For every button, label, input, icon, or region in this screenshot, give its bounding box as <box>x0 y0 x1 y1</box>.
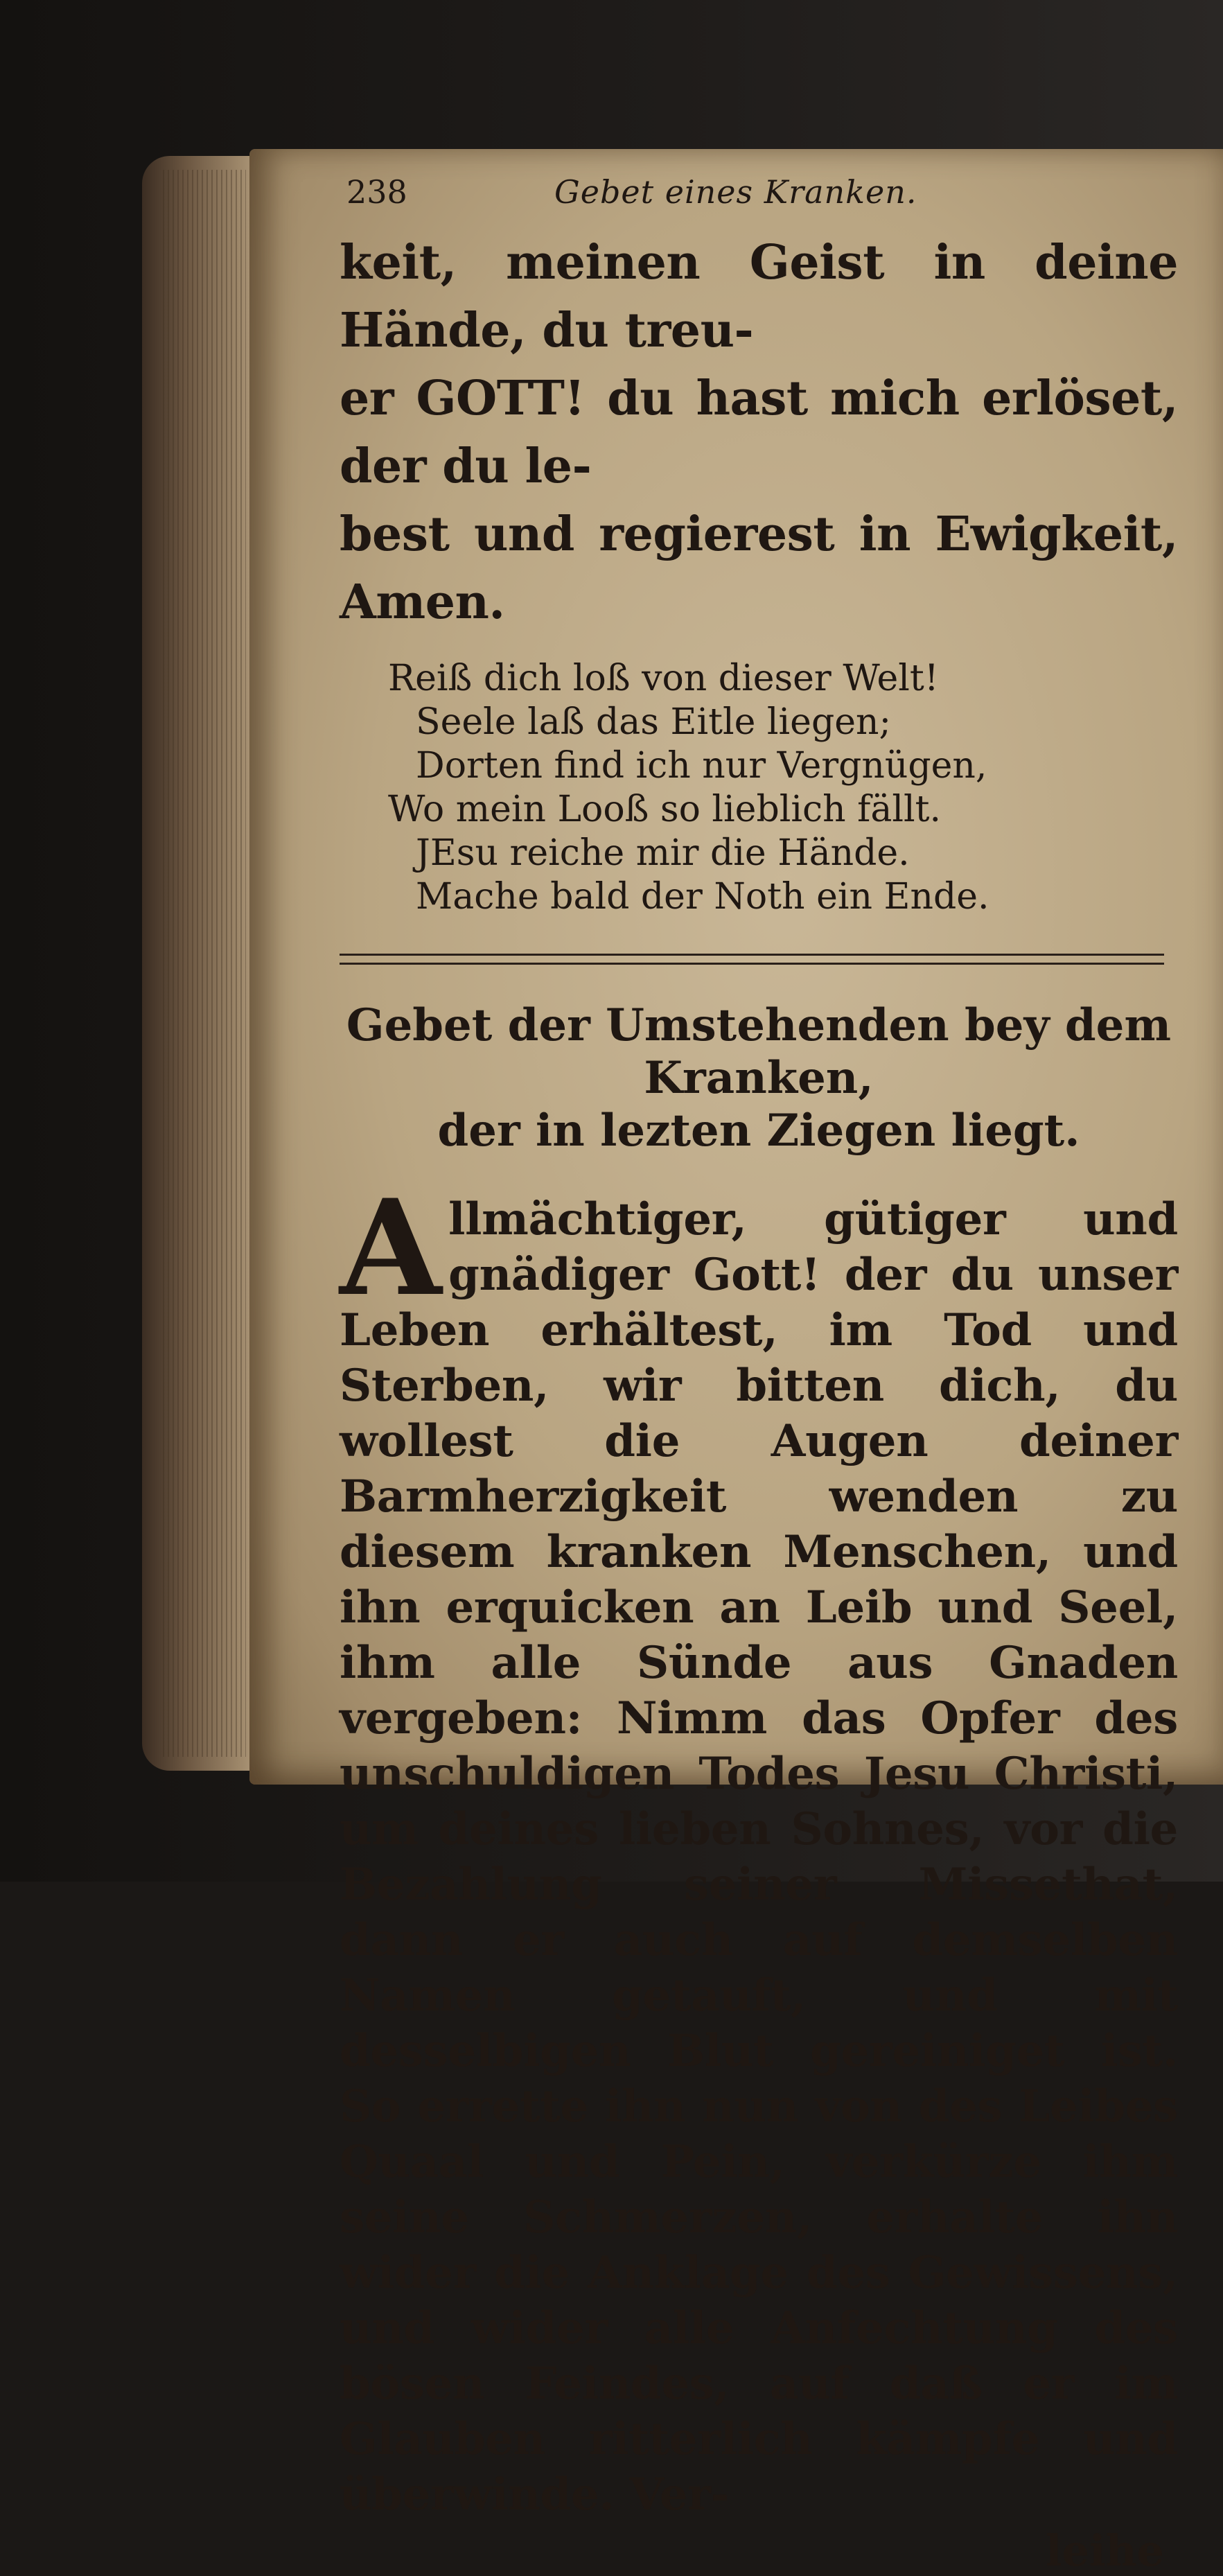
page-number: 238 <box>346 173 407 211</box>
verse-line: Wo mein Looß so lieblich fällt. <box>388 789 942 830</box>
section-divider <box>340 954 1164 965</box>
prayer-line: best und regierest in Ewigkeit, Amen. <box>340 507 1178 630</box>
verse-line: Dorten find ich nur Vergnügen, <box>416 745 987 787</box>
prayer-ending <box>340 229 1178 636</box>
verse-line: JEsu reiche mir die Hände. <box>416 832 910 874</box>
running-head <box>340 173 1178 229</box>
drop-cap: A <box>340 1171 442 1325</box>
prayer-body <box>340 1171 1178 2523</box>
prayer-line: keit, meinen Geist in deine Hände, du treu- <box>340 235 1178 358</box>
catchword: leihe <box>1045 2525 1164 2576</box>
page-content <box>340 173 1178 2576</box>
heading-line: Gebet der Umstehenden bey dem Kranken, <box>346 999 1172 1104</box>
book-page-edges <box>142 156 267 1771</box>
verse-line: Mache bald der Noth ein Ende. <box>416 876 989 918</box>
heading-line: der in lezten Ziegen liegt. <box>437 1105 1080 1157</box>
running-title: Gebet eines Kranken. <box>554 173 917 211</box>
verse-stanza <box>340 657 1178 919</box>
prayer-body-text: llmächtiger, gütiger und gnädiger Gott! der du unser Leben erhältest, im Tod und Sterben, wir bitten dich, du wollest die Augen deiner Barmherzigkeit wenden zu diesem kranken Menschen, und ihn erquicken an Leib und Seel, ihm alle Sünde aus Gnaden vergeben: Nimm das Opfer des unschuldigen Todes Jesu Christi, um deines lieben Sohnes, vor die Bezahlung seiner Missethat, dann er auch auf demselben Namen getauft, und mit desselbigen Blut gereiniget ist. So errette ihn nun von des Leibes Quaal und Pein, verkürze ihm seine Schmerzen, erhalte ihn wider die Anklage des Gewissens, und wider alle Anfechtung des bösen Feindes, auf daß er im Glauben ritterlich kämpfe und überwinde. Ver- <box>340 1193 1178 2521</box>
section-heading <box>340 999 1178 1157</box>
prayer-line: er GOTT! du hast mich erlöset, der du le- <box>340 371 1178 494</box>
verse-line: Reiß dich loß von dieser Welt! <box>388 658 939 699</box>
verse-line: Seele laß das Eitle liegen; <box>416 701 892 743</box>
